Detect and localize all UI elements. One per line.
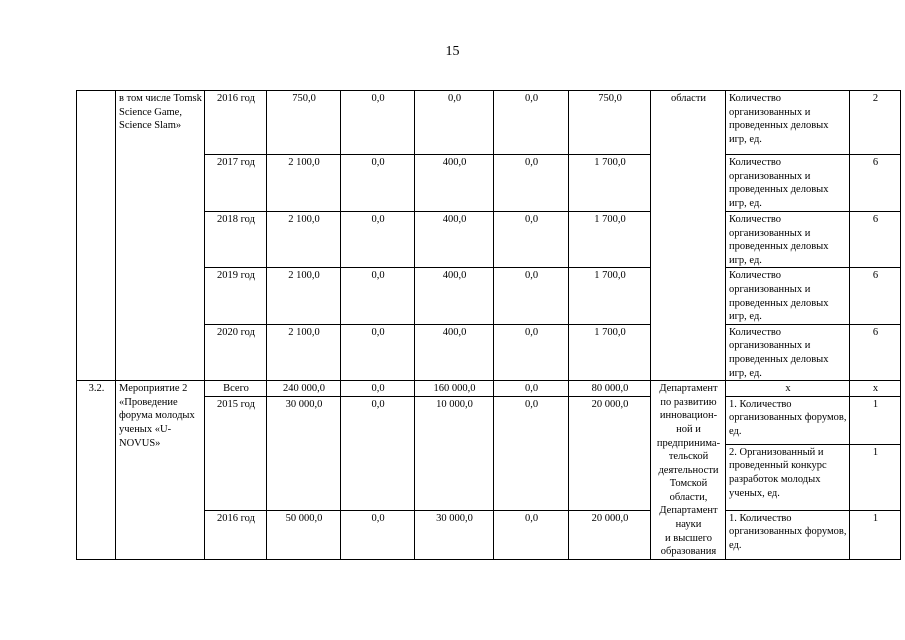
indicator-value-cell: 1: [850, 396, 901, 444]
total-cell: 2 100,0: [267, 155, 341, 212]
external-cell: 750,0: [569, 91, 651, 155]
regional-cell: 400,0: [415, 268, 494, 324]
local-cell: 0,0: [494, 268, 569, 324]
total-cell: 750,0: [267, 91, 341, 155]
federal-cell: 0,0: [341, 268, 415, 324]
external-cell: 20 000,0: [569, 396, 651, 510]
indicator-cell: 2. Организованный и проведенный конкурс разработок молодых ученых, ед.: [726, 444, 850, 510]
indicator-value-cell: 1: [850, 444, 901, 510]
external-cell: 1 700,0: [569, 268, 651, 324]
federal-cell: 0,0: [341, 396, 415, 510]
indicator-value-cell: 6: [850, 324, 901, 380]
federal-cell: 0,0: [341, 91, 415, 155]
year-cell: 2016 год: [205, 510, 267, 559]
local-cell: 0,0: [494, 324, 569, 380]
indicator-value-cell: 2: [850, 91, 901, 155]
regional-cell: 160 000,0: [415, 381, 494, 397]
regional-cell: 10 000,0: [415, 396, 494, 510]
local-cell: 0,0: [494, 510, 569, 559]
external-cell: 1 700,0: [569, 155, 651, 212]
total-cell: 50 000,0: [267, 510, 341, 559]
executor-cell: области: [651, 91, 726, 381]
total-cell: 2 100,0: [267, 268, 341, 324]
total-cell: 2 100,0: [267, 212, 341, 268]
total-cell: 240 000,0: [267, 381, 341, 397]
year-cell: 2018 год: [205, 212, 267, 268]
regional-cell: 400,0: [415, 155, 494, 212]
year-cell: 2015 год: [205, 396, 267, 510]
indicator-value-cell: 6: [850, 155, 901, 212]
year-cell: 2017 год: [205, 155, 267, 212]
external-cell: 1 700,0: [569, 324, 651, 380]
local-cell: 0,0: [494, 91, 569, 155]
year-cell: 2020 год: [205, 324, 267, 380]
regional-cell: 0,0: [415, 91, 494, 155]
local-cell: 0,0: [494, 381, 569, 397]
indicator-value-cell: 6: [850, 212, 901, 268]
event-name-cell: Мероприятие 2 «Проведение форума молодых ученых «U-NOVUS»: [116, 381, 205, 560]
indicator-cell: x: [726, 381, 850, 397]
indicator-value-cell: 1: [850, 510, 901, 559]
total-cell: 2 100,0: [267, 324, 341, 380]
year-cell: 2019 год: [205, 268, 267, 324]
regional-cell: 30 000,0: [415, 510, 494, 559]
program-table: [76, 90, 901, 560]
year-cell: 2016 год: [205, 91, 267, 155]
event-name-cell: в том числе Tomsk Science Game, Science Slam»: [116, 91, 205, 381]
indicator-value-cell: 6: [850, 268, 901, 324]
item-number-cell: [77, 91, 116, 381]
item-number-cell: 3.2.: [77, 381, 116, 560]
external-cell: 80 000,0: [569, 381, 651, 397]
indicator-cell: 1. Количество организованных форумов, ед.: [726, 510, 850, 559]
regional-cell: 400,0: [415, 324, 494, 380]
external-cell: 1 700,0: [569, 212, 651, 268]
indicator-cell: Количество организованных и проведенных деловых игр, ед.: [726, 91, 850, 155]
page-number: 15: [445, 44, 460, 59]
external-cell: 20 000,0: [569, 510, 651, 559]
indicator-cell: Количество организованных и проведенных деловых игр, ед.: [726, 324, 850, 380]
federal-cell: 0,0: [341, 510, 415, 559]
indicator-cell: Количество организованных и проведенных деловых игр, ед.: [726, 212, 850, 268]
local-cell: 0,0: [494, 396, 569, 510]
federal-cell: 0,0: [341, 324, 415, 380]
indicator-value-cell: x: [850, 381, 901, 397]
total-cell: 30 000,0: [267, 396, 341, 510]
local-cell: 0,0: [494, 155, 569, 212]
table-row: [77, 381, 901, 397]
federal-cell: 0,0: [341, 381, 415, 397]
year-cell: Всего: [205, 381, 267, 397]
federal-cell: 0,0: [341, 212, 415, 268]
regional-cell: 400,0: [415, 212, 494, 268]
indicator-cell: 1. Количество организованных форумов, ед.: [726, 396, 850, 444]
indicator-cell: Количество организованных и проведенных деловых игр, ед.: [726, 268, 850, 324]
executor-cell: Департамент по развитию инновацион- ной и предпринима- тельской деятельности Томской области, Департамент науки и высшего образования: [651, 381, 726, 560]
federal-cell: 0,0: [341, 155, 415, 212]
table-row: [77, 91, 901, 155]
local-cell: 0,0: [494, 212, 569, 268]
indicator-cell: Количество организованных и проведенных деловых игр, ед.: [726, 155, 850, 212]
